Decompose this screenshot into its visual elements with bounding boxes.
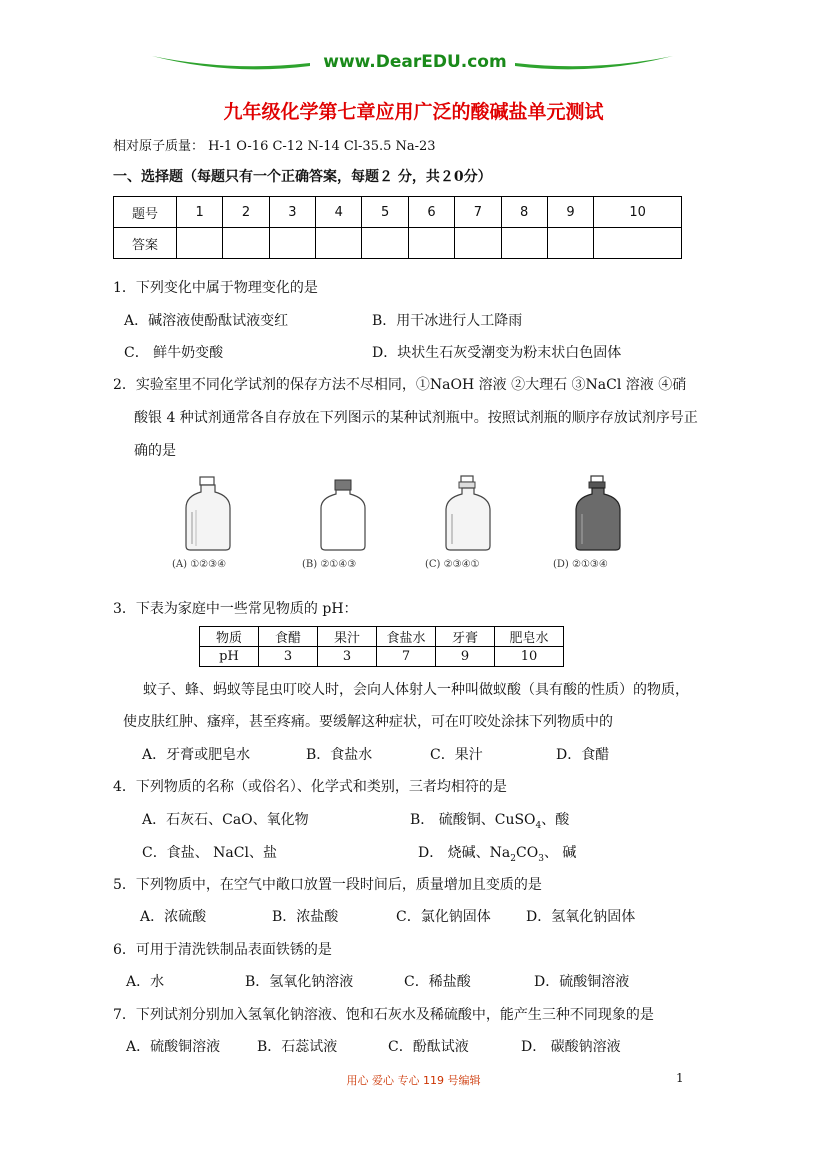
q4-option-a: A．石灰石、CaO、氧化物 (142, 812, 309, 828)
q2-line-2: 酸银 4 种试剂通常各自存放在下列图示的某种试剂瓶中。按照试剂瓶的顺序存放试剂序号正 (134, 410, 698, 426)
ph-table-cell: 食盐水 (377, 627, 436, 647)
answer-cell[interactable] (594, 228, 682, 259)
q6-option-b: B．氢氧化钠溶液 (245, 974, 354, 990)
ph-table-cell: 牙膏 (436, 627, 495, 647)
site-logo-text: www.DearEDU.com (323, 52, 507, 72)
q5-stem: 5．下列物质中，在空气中敞口放置一段时间后，质量增加且变质的是 (113, 877, 542, 893)
question-number-cell: 10 (594, 197, 682, 228)
q1-option-b: B．用干冰进行人工降雨 (372, 313, 523, 329)
question-number-cell: 1 (177, 197, 223, 228)
q4-option-d: D． 烧碱、$Na_2CO_3$、 碱 (418, 845, 577, 864)
q4-option-c: C．食盐、 NaCl、盐 (142, 845, 277, 861)
answer-cell[interactable] (408, 228, 454, 259)
q1-option-d: D．块状生石灰受潮变为粉末状白色固体 (372, 345, 622, 361)
ph-table-cell: 9 (436, 647, 495, 667)
bottle-d-icon (560, 474, 640, 554)
bottle-a-label: (A) ①②③④ (172, 559, 227, 570)
q3-paragraph-1: 蚊子、蜂、蚂蚁等昆虫叮咬人时，会向人体射人一种叫做蚁酸（具有酸的性质）的物质， (143, 682, 689, 698)
bottle-a-icon (170, 474, 250, 554)
answer-cell[interactable] (362, 228, 408, 259)
ph-table-cell: 10 (495, 647, 564, 667)
q7-option-b: B．石蕊试液 (257, 1039, 338, 1055)
ph-table-cell: 7 (377, 647, 436, 667)
bottle-c-label: (C) ②③④① (425, 559, 480, 570)
q3-option-a: A．牙膏或肥皂水 (142, 747, 251, 763)
ph-table-cell: 3 (259, 647, 318, 667)
q3-option-c: C．果汁 (430, 747, 483, 763)
question-number-cell: 4 (316, 197, 362, 228)
ph-table-cell: pH (200, 647, 259, 667)
q7-stem: 7．下列试剂分别加入氢氧化钠溶液、饱和石灰水及稀硫酸中，能产生三种不同现象的是 (113, 1007, 654, 1023)
ph-table-cell: 3 (318, 647, 377, 667)
q2-line-3: 确的是 (134, 443, 176, 459)
q6-option-a: A．水 (126, 974, 165, 990)
q5-option-b: B．浓盐酸 (272, 909, 339, 925)
question-number-cell: 8 (501, 197, 547, 228)
question-number-cell: 3 (269, 197, 315, 228)
q7-option-a: A．硫酸铜溶液 (126, 1039, 221, 1055)
ph-table-value-row (200, 647, 564, 667)
answer-cell[interactable] (501, 228, 547, 259)
ph-table-cell: 物质 (200, 627, 259, 647)
q3-option-d: D．食醋 (556, 747, 610, 763)
bottle-b-label: (B) ②①④③ (302, 559, 357, 570)
answer-table-row-label: 题号 (114, 197, 177, 228)
ph-table-cell: 肥皂水 (495, 627, 564, 647)
q5-option-c: C．氯化钠固体 (396, 909, 491, 925)
question-number-cell: 7 (455, 197, 501, 228)
q1-option-a: A．碱溶液使酚酞试液变红 (124, 313, 289, 329)
answer-row-label: 答案 (114, 228, 177, 259)
answer-table (113, 196, 682, 259)
answer-cell[interactable] (455, 228, 501, 259)
q2-line-1: 2．实验室里不同化学试剂的保存方法不尽相同，①NaOH 溶液 ②大理石 ③NaCl 溶液 ④硝 (113, 377, 687, 393)
q4-option-b: B． 硫酸铜、CuSO$_4$、酸 (410, 812, 570, 831)
bottle-c-icon (430, 474, 510, 554)
ph-table-header-row (200, 627, 564, 647)
q3-option-b: B．食盐水 (306, 747, 373, 763)
atomic-masses: 相对原子质量： H-1 O-16 C-12 N-14 Cl-35.5 Na-23 (113, 139, 436, 154)
q4-stem: 4．下列物质的名称（或俗名）、化学式和类别，三者均相符的是 (113, 779, 507, 795)
q3-stem: 3．下表为家庭中一些常见物质的 pH： (113, 601, 358, 617)
question-number-cell: 2 (223, 197, 269, 228)
ph-table-cell: 食醋 (259, 627, 318, 647)
question-number-cell: 5 (362, 197, 408, 228)
bottle-d-label: (D) ②①③④ (553, 559, 608, 570)
page-footer: 用心 爱心 专心 119 号编辑 (346, 1074, 481, 1087)
answer-cell[interactable] (223, 228, 269, 259)
q5-option-a: A．浓硫酸 (140, 909, 207, 925)
ph-table-cell: 果汁 (318, 627, 377, 647)
q7-option-d: D． 碳酸钠溶液 (521, 1039, 621, 1055)
q6-option-c: C．稀盐酸 (404, 974, 471, 990)
q3-paragraph-2: 使皮肤红肿、瘙痒，甚至疼痛。要缓解这种症状，可在叮咬处涂抹下列物质中的 (123, 714, 613, 730)
q1-stem: 1．下列变化中属于物理变化的是 (113, 280, 318, 296)
q5-option-d: D．氢氧化钠固体 (526, 909, 636, 925)
answer-cell[interactable] (269, 228, 315, 259)
answer-cell[interactable] (547, 228, 593, 259)
answer-cell[interactable] (316, 228, 362, 259)
q7-option-c: C．酚酞试液 (388, 1039, 469, 1055)
answer-cell[interactable] (177, 228, 223, 259)
question-number-cell: 6 (408, 197, 454, 228)
page-title: 九年级化学第七章应用广泛的酸碱盐单元测试 (223, 101, 604, 123)
answer-table-answer-row (114, 228, 682, 259)
question-number-cell: 9 (547, 197, 593, 228)
q1-option-c: C． 鲜牛奶变酸 (124, 345, 224, 361)
ph-table (199, 626, 564, 667)
q6-option-d: D．硫酸铜溶液 (534, 974, 630, 990)
page-number: 1 (676, 1071, 684, 1085)
section-heading: 一、选择题（每题只有一个正确答案，每题２ 分，共２0分） (113, 169, 492, 185)
bottle-b-icon (305, 474, 385, 554)
answer-table-header-row (114, 197, 682, 228)
q6-stem: 6．可用于清洗铁制品表面铁锈的是 (113, 942, 332, 958)
